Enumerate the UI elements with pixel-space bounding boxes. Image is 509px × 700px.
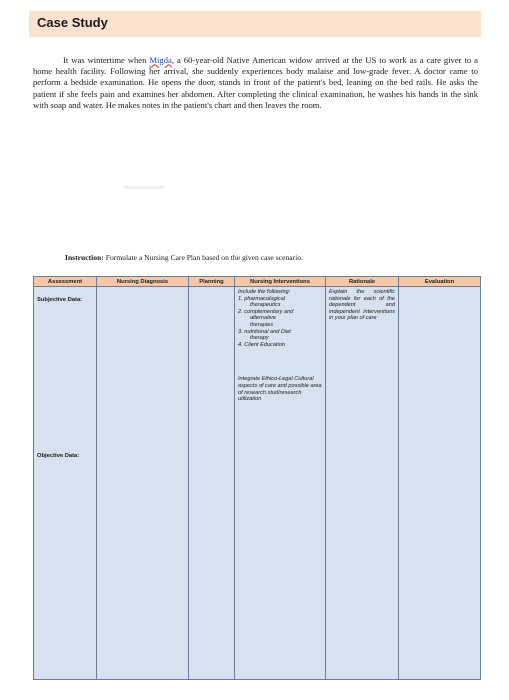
case-text-post: , a 60-year-old Native American widow arrived at the US to work as a care giver to a home health facility. Following her arrival, she suddenly experiences body malaise and low-grade fever. A doctor came to perform a bedside examination. He opens the door, stands in front of the patient's bed, leaning on the bed rails. He asks the patient if she feels pain and examines her abdomen. After completing the clinical examination, he washes his hands in the sink with soap and water. He makes notes in the patient's chart and then leaves the room. — [33, 54, 478, 111]
instruction-label: Instruction: — [65, 253, 104, 262]
case-text-pre: It was wintertime when — [63, 54, 150, 65]
header-nursing-interventions: Nursing Interventions — [235, 277, 326, 287]
instruction-text: Formulate a Nursing Care Plan based on the given case scenario. — [103, 253, 303, 262]
header-evaluation: Evaluation — [399, 277, 481, 287]
header-nursing-diagnosis: Nursing Diagnosis — [97, 277, 189, 287]
intervention-item: therapies — [250, 321, 274, 328]
subjective-data-label: Subjective Data: — [37, 297, 83, 303]
intervention-item: alternative — [250, 315, 276, 322]
title-bar — [29, 11, 481, 37]
table-body-row — [34, 287, 481, 680]
intervention-item: 4. Client Education — [238, 341, 285, 348]
instruction — [65, 253, 303, 262]
interventions-intro: Include the following: — [238, 289, 291, 295]
intervention-item: therapeutics — [250, 302, 281, 309]
rationale-cell[interactable] — [326, 287, 399, 680]
header-rationale: Rationale — [326, 277, 399, 287]
patient-name: Migda — [149, 54, 172, 65]
nursing-diagnosis-cell[interactable] — [97, 287, 189, 680]
objective-data-label: Objective Data: — [37, 453, 80, 459]
rationale-guide: Explain the scientific rationale for each of the dependent and independent interventions in your plan of care — [329, 289, 395, 322]
table-header-row — [34, 277, 481, 287]
care-plan-table — [33, 276, 481, 680]
intervention-item: 1. pharmacological — [238, 295, 285, 302]
interventions-cell[interactable] — [235, 287, 326, 680]
interventions-guide — [238, 289, 322, 403]
case-narrative — [33, 55, 478, 112]
header-assessment: Assessment — [34, 277, 97, 287]
planning-cell[interactable] — [189, 287, 235, 680]
intervention-item: therapy — [250, 335, 269, 342]
intervention-item: 3. nutritional and Diet — [238, 328, 291, 335]
assessment-cell[interactable] — [34, 287, 97, 680]
integrate-note: Integrate Ethico-Legal Cultural aspects of care and possible area of research stud/research utilization — [238, 376, 322, 403]
evaluation-cell[interactable] — [399, 287, 481, 680]
faint-mark — [124, 186, 164, 189]
header-planning: Planning — [189, 277, 235, 287]
intervention-item: 2. complementary and — [238, 308, 294, 315]
page-title: Case Study — [37, 15, 108, 30]
